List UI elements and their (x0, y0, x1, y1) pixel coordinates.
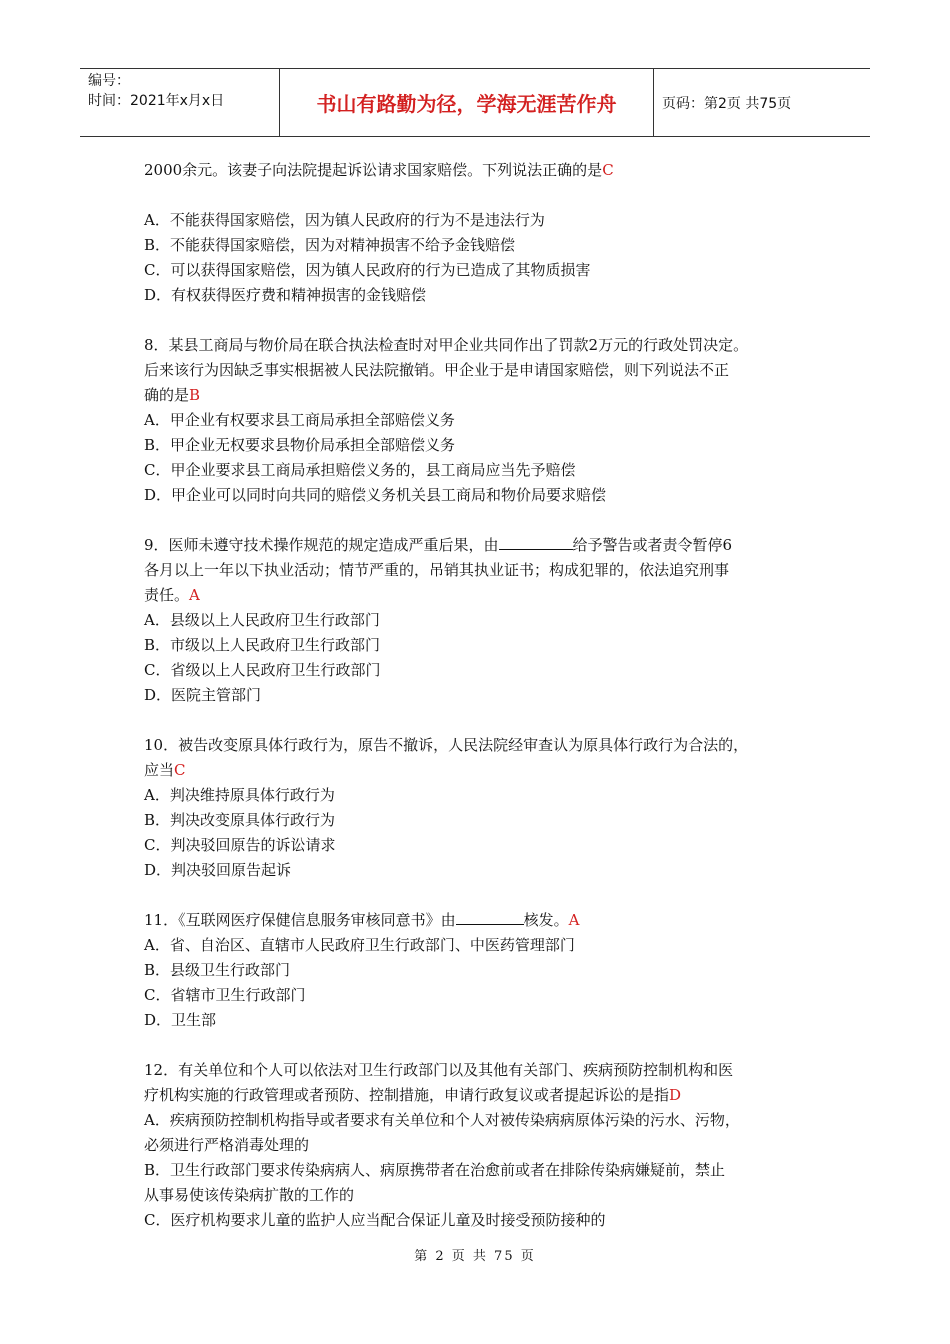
option-7a: A．不能获得国家赔偿，因为镇人民政府的行为不是违法行为 (144, 211, 545, 229)
question-8-answer: B (189, 386, 201, 404)
document-number-label: 编号： (88, 73, 130, 89)
option-11d: D．卫生部 (144, 1011, 217, 1029)
option-9a: A．县级以上人民政府卫生行政部门 (144, 611, 380, 629)
question-7-tail: 2000余元。该妻子向法院提起诉讼请求国家赔偿。下列说法正确的是C (144, 161, 614, 179)
header-motto: 书山有路勤为径，学海无涯苦作舟 (280, 69, 654, 136)
question-11 (144, 908, 834, 1033)
option-9d: D．医院主管部门 (144, 686, 262, 704)
question-10-stem-line1: 10．被告改变原具体行政行为，原告不撤诉，人民法院经审查认为原具体行政行为合法的， (144, 736, 749, 754)
option-11a: A．省、自治区、直辖市人民政府卫生行政部门、中医药管理部门 (144, 936, 575, 954)
option-11c: C．省辖市卫生行政部门 (144, 986, 306, 1004)
question-8-stem-line1: 8．某县工商局与物价局在联合执法检查时对甲企业共同作出了罚款2万元的行政处罚决定。 (144, 336, 749, 354)
fill-blank (499, 533, 573, 550)
question-10-answer: C (174, 761, 186, 779)
question-10-stem-line2: 应当C (144, 761, 186, 779)
question-9-stem-line1: 9．医师未遵守技术操作规范的规定造成严重后果，由 给予警告或者责令暂停6 (144, 533, 834, 558)
option-10c: C．判决驳回原告的诉讼请求 (144, 836, 336, 854)
option-12a-line1: A．疾病预防控制机构指导或者要求有关单位和个人对被传染病病原体污染的污水、污物， (144, 1111, 740, 1129)
document-time-label: 时间：2021年x月x日 (88, 93, 225, 109)
question-11-answer: A (568, 911, 580, 929)
question-12 (144, 1058, 834, 1233)
fill-blank (456, 908, 524, 925)
question-12-stem-line1: 12．有关单位和个人可以依法对卫生行政部门以及其他有关部门、疾病预防控制机构和医 (144, 1061, 734, 1079)
question-9-answer: A (189, 586, 200, 604)
question-8 (144, 333, 834, 508)
option-8b: B．甲企业无权要求县物价局承担全部赔偿义务 (144, 436, 456, 454)
option-10b: B．判决改变原具体行政行为 (144, 811, 336, 829)
question-9-stem-line2: 各月以上一年以下执业活动；情节严重的，吊销其执业证书；构成犯罪的，依法追究刑事 (144, 561, 730, 579)
question-9 (144, 533, 834, 708)
option-12b-line2: 从事易使该传染病扩散的工作的 (144, 1186, 355, 1204)
option-12c: C．医疗机构要求儿童的监护人应当配合保证儿童及时接受预防接种的 (144, 1211, 606, 1229)
question-12-answer: D (669, 1086, 682, 1104)
option-12b-line1: B．卫生行政部门要求传染病病人、病原携带者在治愈前或者在排除传染病嫌疑前，禁止 (144, 1161, 726, 1179)
question-7-answer: C (602, 161, 614, 179)
page-footer: 第 2 页 共 75 页 (414, 1249, 536, 1264)
option-11b: B．县级卫生行政部门 (144, 961, 291, 979)
option-7d: D．有权获得医疗费和精神损害的金钱赔偿 (144, 286, 427, 304)
option-10a: A．判决维持原具体行政行为 (144, 786, 335, 804)
question-10 (144, 733, 834, 883)
option-9c: C．省级以上人民政府卫生行政部门 (144, 661, 381, 679)
page-header (80, 68, 870, 137)
question-12-stem-line2: 疗机构实施的行政管理或者预防、控制措施，申请行政复议或者提起诉讼的是指D (144, 1086, 682, 1104)
document-body (144, 158, 834, 1233)
option-12a-line2: 必须进行严格消毒处理的 (144, 1136, 310, 1154)
question-7-options (144, 208, 834, 308)
question-8-stem-line2: 后来该行为因缺乏事实根据被人民法院撤销。甲企业于是申请国家赔偿，则下列说法不正 (144, 361, 730, 379)
option-10d: D．判决驳回原告起诉 (144, 861, 292, 879)
question-11-stem-line1: 11．《互联网医疗保健信息服务审核同意书》由 核发。A (144, 908, 834, 933)
option-7c: C．可以获得国家赔偿，因为镇人民政府的行为已造成了其物质损害 (144, 261, 591, 279)
option-9b: B．市级以上人民政府卫生行政部门 (144, 636, 381, 654)
header-page-info: 页码：第2页 共75页 (662, 95, 792, 112)
question-9-stem-line3: 责任。A (144, 586, 200, 604)
option-8c: C．甲企业要求县工商局承担赔偿义务的，县工商局应当先予赔偿 (144, 461, 576, 479)
option-8a: A．甲企业有权要求县工商局承担全部赔偿义务 (144, 411, 455, 429)
header-info-cell (80, 69, 280, 136)
option-7b: B．不能获得国家赔偿，因为对精神损害不给予金钱赔偿 (144, 236, 516, 254)
question-8-stem-line3: 确的是B (144, 386, 201, 404)
option-8d: D．甲企业可以同时向共同的赔偿义务机关县工商局和物价局要求赔偿 (144, 486, 607, 504)
